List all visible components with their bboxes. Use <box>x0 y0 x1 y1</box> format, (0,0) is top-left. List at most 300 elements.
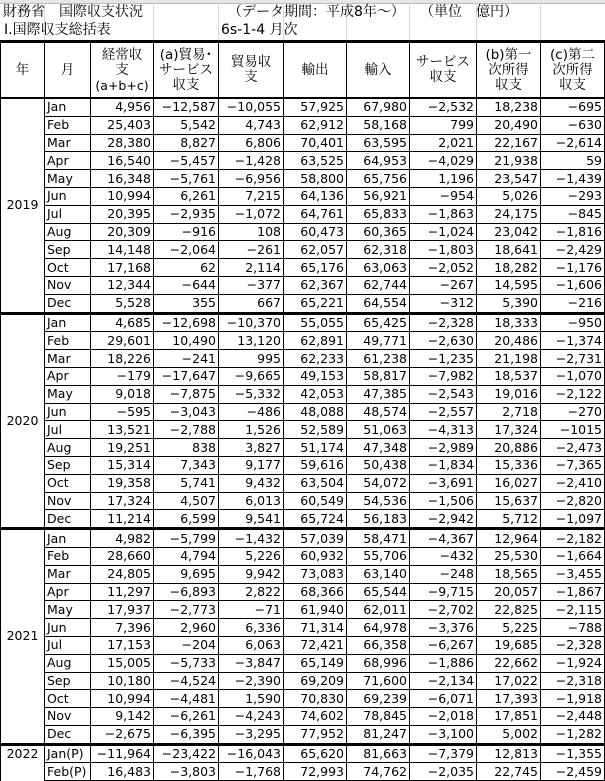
value-cell[interactable]: −6,956 <box>219 170 284 188</box>
value-cell[interactable]: 28,660 <box>91 547 154 565</box>
value-cell[interactable]: 65,425 <box>347 313 410 332</box>
col-exports[interactable]: 輸出 <box>284 42 347 99</box>
value-cell[interactable]: −7,982 <box>410 367 477 385</box>
value-cell[interactable]: −5,761 <box>154 170 219 188</box>
value-cell[interactable]: 11,297 <box>91 583 154 601</box>
col-month[interactable]: 月 <box>45 42 91 99</box>
value-cell[interactable]: −2,122 <box>541 385 605 403</box>
value-cell[interactable]: −1,070 <box>541 367 605 385</box>
value-cell[interactable]: 20,057 <box>477 583 541 601</box>
value-cell[interactable]: −1015 <box>541 421 605 439</box>
value-cell[interactable]: 4,982 <box>91 529 154 548</box>
value-cell[interactable]: −3,847 <box>219 654 284 672</box>
value-cell[interactable]: −10,055 <box>219 98 284 116</box>
value-cell[interactable]: 667 <box>219 294 284 313</box>
value-cell[interactable]: −179 <box>91 367 154 385</box>
value-cell[interactable]: 58,168 <box>347 116 410 134</box>
value-cell[interactable]: −2,182 <box>541 529 605 548</box>
month-cell[interactable]: Apr <box>45 152 91 170</box>
value-cell[interactable]: 63,504 <box>284 474 347 492</box>
table-title[interactable]: Ⅰ.国際収支総括表 <box>4 22 111 38</box>
value-cell[interactable]: 4,743 <box>219 116 284 134</box>
value-cell[interactable]: 23,042 <box>477 223 541 241</box>
value-cell[interactable]: −2,134 <box>410 672 477 690</box>
value-cell[interactable]: −3,043 <box>154 403 219 421</box>
month-cell[interactable]: May <box>45 170 91 188</box>
value-cell[interactable]: 62,912 <box>284 116 347 134</box>
value-cell[interactable]: 64,761 <box>284 205 347 223</box>
value-cell[interactable]: −4,029 <box>410 152 477 170</box>
value-cell[interactable]: −1,024 <box>410 223 477 241</box>
value-cell[interactable]: −2,702 <box>410 601 477 619</box>
value-cell[interactable]: −4,243 <box>219 708 284 726</box>
month-cell[interactable]: May <box>45 601 91 619</box>
value-cell[interactable]: 5,741 <box>154 474 219 492</box>
value-cell[interactable]: −2,429 <box>541 241 605 259</box>
value-cell[interactable]: 22,662 <box>477 654 541 672</box>
value-cell[interactable]: −16,043 <box>219 744 284 763</box>
value-cell[interactable]: 62,233 <box>284 350 347 368</box>
value-cell[interactable]: −2,328 <box>410 313 477 332</box>
value-cell[interactable]: 10,490 <box>154 332 219 350</box>
value-cell[interactable]: 15,314 <box>91 456 154 474</box>
month-cell[interactable]: Nov <box>45 492 91 510</box>
value-cell[interactable]: −1,867 <box>541 583 605 601</box>
value-cell[interactable]: 2,960 <box>154 619 219 637</box>
value-cell[interactable]: −1,439 <box>541 170 605 188</box>
value-cell[interactable]: 9,541 <box>219 510 284 529</box>
value-cell[interactable]: 17,324 <box>477 421 541 439</box>
value-cell[interactable]: −12,698 <box>154 313 219 332</box>
value-cell[interactable]: 71,600 <box>347 672 410 690</box>
month-cell[interactable]: Jan <box>45 98 91 116</box>
value-cell[interactable]: 59,616 <box>284 456 347 474</box>
value-cell[interactable]: 74,602 <box>284 708 347 726</box>
value-cell[interactable]: −2,390 <box>219 672 284 690</box>
value-cell[interactable]: 20,490 <box>477 116 541 134</box>
value-cell[interactable]: −1,664 <box>541 547 605 565</box>
col-goods-services[interactable]: (a)貿易･ サービス 収支 <box>154 42 219 99</box>
value-cell[interactable]: 5,528 <box>91 294 154 313</box>
value-cell[interactable]: −1,176 <box>541 259 605 277</box>
value-cell[interactable]: 1,590 <box>219 690 284 708</box>
value-cell[interactable]: 51,174 <box>284 439 347 457</box>
value-cell[interactable]: 2,114 <box>219 259 284 277</box>
value-cell[interactable]: 5,026 <box>477 187 541 205</box>
value-cell[interactable]: −2,115 <box>541 601 605 619</box>
value-cell[interactable]: −1,886 <box>410 654 477 672</box>
value-cell[interactable]: −2,543 <box>410 385 477 403</box>
value-cell[interactable]: 65,149 <box>284 654 347 672</box>
value-cell[interactable]: 20,309 <box>91 223 154 241</box>
month-cell[interactable]: Mar <box>45 134 91 152</box>
value-cell[interactable]: −2,035 <box>410 763 477 781</box>
value-cell[interactable]: 63,140 <box>347 565 410 583</box>
month-cell[interactable]: Aug <box>45 654 91 672</box>
value-cell[interactable]: 9,942 <box>219 565 284 583</box>
value-cell[interactable]: −23,422 <box>154 744 219 763</box>
value-cell[interactable]: 4,794 <box>154 547 219 565</box>
value-cell[interactable]: 2,021 <box>410 134 477 152</box>
value-cell[interactable]: 29,601 <box>91 332 154 350</box>
value-cell[interactable]: 17,022 <box>477 672 541 690</box>
col-imports[interactable]: 輸入 <box>347 42 410 99</box>
value-cell[interactable]: 6,599 <box>154 510 219 529</box>
value-cell[interactable]: 65,620 <box>284 744 347 763</box>
value-cell[interactable]: 47,348 <box>347 439 410 457</box>
value-cell[interactable]: 16,027 <box>477 474 541 492</box>
value-cell[interactable]: 72,421 <box>284 636 347 654</box>
value-cell[interactable]: −1,072 <box>219 205 284 223</box>
value-cell[interactable]: 4,956 <box>91 98 154 116</box>
value-cell[interactable]: −954 <box>410 187 477 205</box>
month-cell[interactable]: Sep <box>45 456 91 474</box>
month-cell[interactable]: Dec <box>45 294 91 313</box>
value-cell[interactable]: 64,978 <box>347 619 410 637</box>
value-cell[interactable]: 19,016 <box>477 385 541 403</box>
value-cell[interactable]: 17,937 <box>91 601 154 619</box>
value-cell[interactable]: 81,663 <box>347 744 410 763</box>
value-cell[interactable]: 62,057 <box>284 241 347 259</box>
value-cell[interactable]: 2,822 <box>219 583 284 601</box>
value-cell[interactable]: 995 <box>219 350 284 368</box>
value-cell[interactable]: 15,637 <box>477 492 541 510</box>
value-cell[interactable]: 78,845 <box>347 708 410 726</box>
value-cell[interactable]: 10,994 <box>91 187 154 205</box>
value-cell[interactable]: −2,064 <box>154 241 219 259</box>
value-cell[interactable]: 5,390 <box>477 294 541 313</box>
value-cell[interactable]: 18,226 <box>91 350 154 368</box>
value-cell[interactable]: 10,180 <box>91 672 154 690</box>
value-cell[interactable]: 62,367 <box>284 276 347 294</box>
value-cell[interactable]: 56,183 <box>347 510 410 529</box>
value-cell[interactable]: 61,238 <box>347 350 410 368</box>
value-cell[interactable]: 48,088 <box>284 403 347 421</box>
value-cell[interactable]: −312 <box>410 294 477 313</box>
value-cell[interactable]: 64,136 <box>284 187 347 205</box>
value-cell[interactable]: 5,712 <box>477 510 541 529</box>
value-cell[interactable]: −71 <box>219 601 284 619</box>
value-cell[interactable]: −3,455 <box>541 565 605 583</box>
value-cell[interactable]: 22,167 <box>477 134 541 152</box>
value-cell[interactable]: −2,532 <box>410 98 477 116</box>
month-cell[interactable]: Feb <box>45 116 91 134</box>
value-cell[interactable]: −1,924 <box>541 654 605 672</box>
value-cell[interactable]: −377 <box>219 276 284 294</box>
value-cell[interactable]: 19,358 <box>91 474 154 492</box>
year-cell[interactable]: 2020 <box>1 313 45 529</box>
value-cell[interactable]: 72,993 <box>284 763 347 781</box>
value-cell[interactable]: −4,524 <box>154 672 219 690</box>
value-cell[interactable]: 58,817 <box>347 367 410 385</box>
period-note[interactable]: （データ期間：平成8年～） <box>228 4 405 20</box>
month-cell[interactable]: Nov <box>45 276 91 294</box>
value-cell[interactable]: −1,506 <box>410 492 477 510</box>
value-cell[interactable]: −1,816 <box>541 223 605 241</box>
value-cell[interactable]: 8,827 <box>154 134 219 152</box>
value-cell[interactable]: 58,800 <box>284 170 347 188</box>
value-cell[interactable]: 24,805 <box>91 565 154 583</box>
value-cell[interactable]: −1,355 <box>541 744 605 763</box>
value-cell[interactable]: 12,344 <box>91 276 154 294</box>
value-cell[interactable]: 12,813 <box>477 744 541 763</box>
value-cell[interactable]: −3,691 <box>410 474 477 492</box>
value-cell[interactable]: −293 <box>541 187 605 205</box>
value-cell[interactable]: 63,595 <box>347 134 410 152</box>
value-cell[interactable]: −1,428 <box>219 152 284 170</box>
value-cell[interactable]: −1,374 <box>541 332 605 350</box>
value-cell[interactable]: 25,403 <box>91 116 154 134</box>
month-cell[interactable]: Aug <box>45 223 91 241</box>
value-cell[interactable]: 68,996 <box>347 654 410 672</box>
value-cell[interactable]: −2,820 <box>541 492 605 510</box>
month-cell[interactable]: Jul <box>45 205 91 223</box>
value-cell[interactable]: −695 <box>541 98 605 116</box>
value-cell[interactable]: −5,733 <box>154 654 219 672</box>
value-cell[interactable]: −788 <box>541 619 605 637</box>
value-cell[interactable]: 17,324 <box>91 492 154 510</box>
value-cell[interactable]: −2,630 <box>410 332 477 350</box>
value-cell[interactable]: −7,875 <box>154 385 219 403</box>
col-primary-income[interactable]: (b)第一 次所得 収支 <box>477 42 541 99</box>
value-cell[interactable]: 74,762 <box>347 763 410 781</box>
value-cell[interactable]: 49,153 <box>284 367 347 385</box>
value-cell[interactable]: −1,803 <box>410 241 477 259</box>
value-cell[interactable]: 54,536 <box>347 492 410 510</box>
month-cell[interactable]: Apr <box>45 367 91 385</box>
value-cell[interactable]: 17,153 <box>91 636 154 654</box>
month-cell[interactable]: Sep <box>45 241 91 259</box>
value-cell[interactable]: 77,952 <box>284 725 347 744</box>
month-cell[interactable]: Nov <box>45 708 91 726</box>
value-cell[interactable]: −2,052 <box>410 259 477 277</box>
month-cell[interactable]: Feb(P) <box>45 763 91 781</box>
value-cell[interactable]: 7,396 <box>91 619 154 637</box>
value-cell[interactable]: −6,395 <box>154 725 219 744</box>
value-cell[interactable]: 81,247 <box>347 725 410 744</box>
col-secondary-income[interactable]: (c)第二 次所得 収支 <box>541 42 605 99</box>
value-cell[interactable]: −267 <box>410 276 477 294</box>
month-cell[interactable]: Oct <box>45 690 91 708</box>
value-cell[interactable]: −1,606 <box>541 276 605 294</box>
value-cell[interactable]: 6,336 <box>219 619 284 637</box>
unit-note[interactable]: （単位 億円） <box>420 4 518 20</box>
value-cell[interactable]: −1,768 <box>219 763 284 781</box>
value-cell[interactable]: −1,918 <box>541 690 605 708</box>
month-cell[interactable]: Jul <box>45 421 91 439</box>
value-cell[interactable]: −2,410 <box>541 474 605 492</box>
value-cell[interactable]: 65,544 <box>347 583 410 601</box>
value-cell[interactable]: −950 <box>541 313 605 332</box>
value-cell[interactable]: −270 <box>541 403 605 421</box>
value-cell[interactable]: −261 <box>219 241 284 259</box>
value-cell[interactable]: 63,525 <box>284 152 347 170</box>
value-cell[interactable]: 9,695 <box>154 565 219 583</box>
value-cell[interactable]: −2,942 <box>410 510 477 529</box>
value-cell[interactable]: −595 <box>91 403 154 421</box>
value-cell[interactable]: 14,595 <box>477 276 541 294</box>
value-cell[interactable]: 18,333 <box>477 313 541 332</box>
value-cell[interactable]: 60,932 <box>284 547 347 565</box>
col-current-account[interactable]: 経常収 支 (a+b+c) <box>91 42 154 99</box>
value-cell[interactable]: −2,473 <box>541 439 605 457</box>
value-cell[interactable]: 19,685 <box>477 636 541 654</box>
value-cell[interactable]: 7,343 <box>154 456 219 474</box>
value-cell[interactable]: −241 <box>154 350 219 368</box>
value-cell[interactable]: 5,225 <box>477 619 541 637</box>
value-cell[interactable]: 16,483 <box>91 763 154 781</box>
value-cell[interactable]: 22,745 <box>477 763 541 781</box>
month-cell[interactable]: Dec <box>45 725 91 744</box>
value-cell[interactable]: 21,938 <box>477 152 541 170</box>
value-cell[interactable]: 18,238 <box>477 98 541 116</box>
value-cell[interactable]: 62,011 <box>347 601 410 619</box>
value-cell[interactable]: 9,432 <box>219 474 284 492</box>
month-cell[interactable]: Jun <box>45 187 91 205</box>
value-cell[interactable]: 70,401 <box>284 134 347 152</box>
value-cell[interactable]: 65,833 <box>347 205 410 223</box>
value-cell[interactable]: 24,175 <box>477 205 541 223</box>
value-cell[interactable]: 57,925 <box>284 98 347 116</box>
value-cell[interactable]: 54,072 <box>347 474 410 492</box>
value-cell[interactable]: 59 <box>541 152 605 170</box>
value-cell[interactable]: 17,393 <box>477 690 541 708</box>
value-cell[interactable]: 17,168 <box>91 259 154 277</box>
value-cell[interactable]: 19,251 <box>91 439 154 457</box>
month-cell[interactable]: Aug <box>45 439 91 457</box>
value-cell[interactable]: −204 <box>154 636 219 654</box>
value-cell[interactable]: −2,459 <box>541 763 605 781</box>
value-cell[interactable]: −9,715 <box>410 583 477 601</box>
value-cell[interactable]: −1,834 <box>410 456 477 474</box>
value-cell[interactable]: 60,473 <box>284 223 347 241</box>
value-cell[interactable]: −2,328 <box>541 636 605 654</box>
value-cell[interactable]: −2,614 <box>541 134 605 152</box>
value-cell[interactable]: 42,053 <box>284 385 347 403</box>
value-cell[interactable]: 51,063 <box>347 421 410 439</box>
value-cell[interactable]: −5,799 <box>154 529 219 548</box>
month-cell[interactable]: Jan <box>45 313 91 332</box>
col-services[interactable]: サービス 収支 <box>410 42 477 99</box>
value-cell[interactable]: 68,366 <box>284 583 347 601</box>
value-cell[interactable]: 66,358 <box>347 636 410 654</box>
value-cell[interactable]: −248 <box>410 565 477 583</box>
value-cell[interactable]: −4,367 <box>410 529 477 548</box>
value-cell[interactable]: 18,641 <box>477 241 541 259</box>
value-cell[interactable]: 55,706 <box>347 547 410 565</box>
value-cell[interactable]: 25,530 <box>477 547 541 565</box>
value-cell[interactable]: 71,314 <box>284 619 347 637</box>
value-cell[interactable]: 65,176 <box>284 259 347 277</box>
value-cell[interactable]: 16,348 <box>91 170 154 188</box>
value-cell[interactable]: −5,332 <box>219 385 284 403</box>
year-cell[interactable]: 2022 <box>1 744 45 781</box>
value-cell[interactable]: 52,589 <box>284 421 347 439</box>
month-cell[interactable]: Feb <box>45 547 91 565</box>
value-cell[interactable]: −10,370 <box>219 313 284 332</box>
value-cell[interactable]: −2,557 <box>410 403 477 421</box>
value-cell[interactable]: 6,806 <box>219 134 284 152</box>
value-cell[interactable]: −17,647 <box>154 367 219 385</box>
month-cell[interactable]: Jun <box>45 619 91 637</box>
value-cell[interactable]: −216 <box>541 294 605 313</box>
value-cell[interactable]: 48,574 <box>347 403 410 421</box>
month-cell[interactable]: Apr <box>45 583 91 601</box>
value-cell[interactable]: 61,940 <box>284 601 347 619</box>
value-cell[interactable]: −2,788 <box>154 421 219 439</box>
value-cell[interactable]: 15,005 <box>91 654 154 672</box>
value-cell[interactable]: 62 <box>154 259 219 277</box>
value-cell[interactable]: −2,773 <box>154 601 219 619</box>
value-cell[interactable]: −916 <box>154 223 219 241</box>
value-cell[interactable]: 62,744 <box>347 276 410 294</box>
org-title[interactable]: 財務省 国際収支状況 <box>3 4 143 20</box>
value-cell[interactable]: 18,565 <box>477 565 541 583</box>
value-cell[interactable]: 5,226 <box>219 547 284 565</box>
value-cell[interactable]: −1,282 <box>541 725 605 744</box>
value-cell[interactable]: 18,537 <box>477 367 541 385</box>
value-cell[interactable]: −3,376 <box>410 619 477 637</box>
value-cell[interactable]: −3,295 <box>219 725 284 744</box>
value-cell[interactable]: 4,685 <box>91 313 154 332</box>
month-cell[interactable]: Jun <box>45 403 91 421</box>
value-cell[interactable]: −2,018 <box>410 708 477 726</box>
value-cell[interactable]: 5,542 <box>154 116 219 134</box>
month-cell[interactable]: Oct <box>45 259 91 277</box>
value-cell[interactable]: −1,235 <box>410 350 477 368</box>
value-cell[interactable]: 63,063 <box>347 259 410 277</box>
value-cell[interactable]: 6,013 <box>219 492 284 510</box>
value-cell[interactable]: 14,148 <box>91 241 154 259</box>
year-cell[interactable]: 2021 <box>1 529 45 745</box>
value-cell[interactable]: 799 <box>410 116 477 134</box>
value-cell[interactable]: 65,221 <box>284 294 347 313</box>
value-cell[interactable]: 3,827 <box>219 439 284 457</box>
value-cell[interactable]: 22,825 <box>477 601 541 619</box>
value-cell[interactable]: 16,540 <box>91 152 154 170</box>
value-cell[interactable]: −644 <box>154 276 219 294</box>
value-cell[interactable]: −6,261 <box>154 708 219 726</box>
value-cell[interactable]: 6,261 <box>154 187 219 205</box>
value-cell[interactable]: 21,198 <box>477 350 541 368</box>
value-cell[interactable]: 9,018 <box>91 385 154 403</box>
value-cell[interactable]: −11,964 <box>91 744 154 763</box>
value-cell[interactable]: 20,486 <box>477 332 541 350</box>
value-cell[interactable]: 355 <box>154 294 219 313</box>
value-cell[interactable]: −5,457 <box>154 152 219 170</box>
value-cell[interactable]: −486 <box>219 403 284 421</box>
value-cell[interactable]: 58,471 <box>347 529 410 548</box>
value-cell[interactable]: −12,587 <box>154 98 219 116</box>
value-cell[interactable]: −1,863 <box>410 205 477 223</box>
value-cell[interactable]: 69,239 <box>347 690 410 708</box>
value-cell[interactable]: 69,209 <box>284 672 347 690</box>
value-cell[interactable]: 9,142 <box>91 708 154 726</box>
value-cell[interactable]: −432 <box>410 547 477 565</box>
value-cell[interactable]: 9,177 <box>219 456 284 474</box>
value-cell[interactable]: 10,994 <box>91 690 154 708</box>
value-cell[interactable]: −7,379 <box>410 744 477 763</box>
value-cell[interactable]: 60,549 <box>284 492 347 510</box>
month-cell[interactable]: May <box>45 385 91 403</box>
value-cell[interactable]: −4,313 <box>410 421 477 439</box>
value-cell[interactable]: 49,771 <box>347 332 410 350</box>
value-cell[interactable]: −845 <box>541 205 605 223</box>
table-code[interactable]: 6s-1-4 月次 <box>221 22 298 38</box>
value-cell[interactable]: 67,980 <box>347 98 410 116</box>
value-cell[interactable]: 6,063 <box>219 636 284 654</box>
value-cell[interactable]: −2,675 <box>91 725 154 744</box>
